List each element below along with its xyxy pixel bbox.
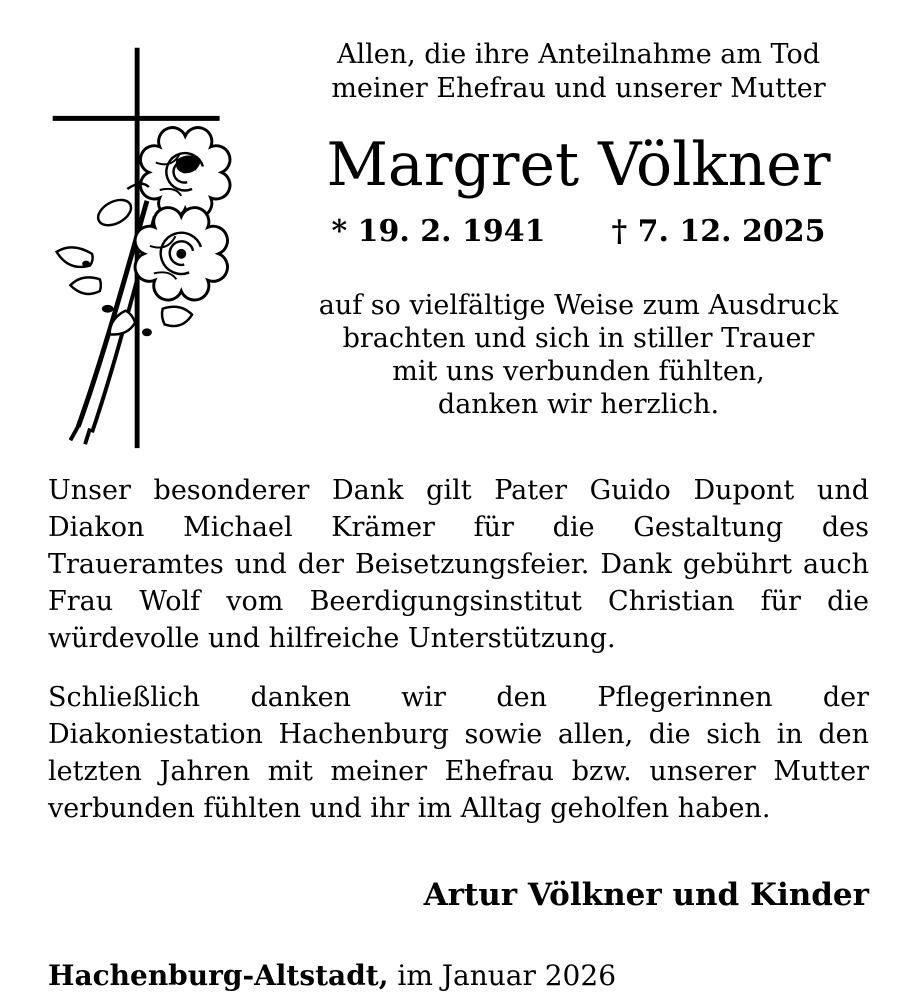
birth-date: * 19. 2. 1941: [331, 214, 546, 249]
header-text-column: [278, 38, 879, 421]
deceased-name: Margret Völkner: [326, 130, 831, 200]
thanks-text: [278, 289, 879, 421]
death-date: † 7. 12. 2025: [611, 214, 826, 249]
cross-with-roses-icon: [30, 32, 258, 454]
footer-place: Hachenburg-Altstadt,: [48, 959, 389, 992]
acknowledgement-paragraph-2: Schließlich danken wir den Pflegerinnen der Diakoniestation Hachenburg sowie allen, die sich in den letzten Jahren mit meiner Ehefrau bzw. unserer Mutter verbunden fühlten und ihr im Alltag geholfen haben.: [48, 682, 869, 824]
life-dates: [278, 214, 879, 249]
notice-header: [0, 0, 917, 458]
footer-line: [48, 959, 917, 992]
thanks-line-3: mit uns verbunden fühlten,: [392, 356, 765, 387]
rose-lower-icon: [135, 208, 227, 300]
footer-date: im Januar 2026: [397, 959, 617, 992]
thanks-line-2: brachten und sich in stiller Trauer: [342, 323, 815, 354]
acknowledgement-paragraph-1: Unser besonderer Dank gilt Pater Guido Dupont und Diakon Michael Krämer für die Gestaltung des Traueramtes und der Beisetzungsfeier. Dank gebührt auch Frau Wolf vom Beerdigungsinstitut Christian für die würdevolle und hilfreiche Unterstützung.: [48, 475, 869, 654]
thanks-line-4: danken wir herzlich.: [437, 389, 720, 420]
cross-with-roses-illustration: [30, 32, 258, 454]
intro-text: [278, 38, 879, 106]
thanks-line-1: auf so vielfältige Weise zum Ausdruck: [318, 290, 839, 321]
intro-line-1: Allen, die ihre Anteilnahme am Tod: [336, 39, 821, 70]
rose-upper-icon: [140, 128, 230, 218]
intro-line-2: meiner Ehefrau und unserer Mutter: [331, 73, 826, 104]
signature-line: Artur Völkner und Kinder: [423, 877, 869, 913]
